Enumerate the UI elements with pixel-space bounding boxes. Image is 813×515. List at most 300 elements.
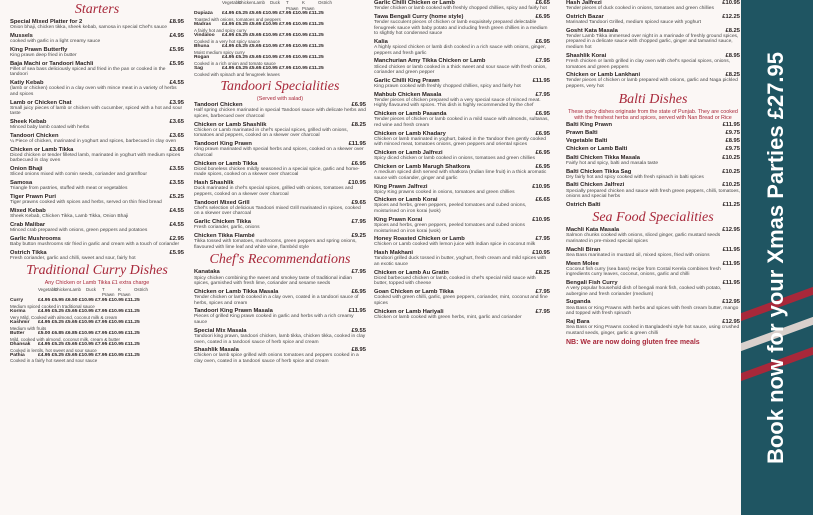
- item-name: King Prawn Jalfrezi: [374, 183, 428, 190]
- item-price: £10.95: [722, 0, 740, 6]
- item-description: (lamb or chicken) cooked in a clay oven with mince meat in a variety of herbs and spices: [10, 86, 177, 97]
- item-description: Tender pieces of chicken or lamb prepared with onions, garlic and Naga pickled peppers, very hot: [566, 78, 738, 89]
- column-header: Vegetable: [38, 286, 58, 292]
- item-price: £6.95: [535, 13, 550, 20]
- dish-description: Cooked in lentils, hot sweet and sour sauce: [10, 347, 97, 353]
- item-price: £3.55: [169, 180, 184, 187]
- menu-item: [566, 155, 740, 167]
- item-description: A very popular household dish of bengali monk fish, cooked with potato, aubergine and fresh coriander (medium): [566, 286, 722, 297]
- item-name: Hash Shashlik: [194, 180, 234, 187]
- item-description: Sea Bass marinated in mustard oil, mixed spices, fried with onions: [566, 252, 710, 258]
- item-description: Chicken or lamb spice grilled with onions tomatoes and peppers cooked in a clay oven, coated in a tandoori sauce of herb spice and cream: [194, 353, 359, 364]
- dish-name: Kashmir: [10, 320, 30, 325]
- item-price: £6.95: [351, 102, 366, 109]
- item-description: ¼ Piece of chicken, marinated in yoghurt and spices, barbecued in clay oven: [10, 139, 177, 144]
- gluten-free-note: NB: We are now doing gluten free meals: [566, 339, 700, 347]
- item-price: £6.65: [535, 197, 550, 204]
- item-description: Chicken or lamb cooked with green herbs, mint, garlic and coriander: [374, 314, 522, 320]
- dish-name: Curry: [10, 298, 24, 304]
- item-price: £3.65: [169, 119, 184, 126]
- item-name: Prawn Balti: [566, 129, 598, 136]
- dish-name: Vindaloo: [194, 33, 215, 39]
- menu-item: [566, 319, 740, 336]
- item-price: £8.25: [535, 269, 550, 276]
- item-price: £8.25: [725, 27, 740, 34]
- menu-item: [566, 261, 740, 278]
- item-description: Minced crab prepared with onions, green peppers and potatoes: [10, 227, 148, 233]
- item-description: Spicy chicken combining the sweet and smokey taste of traditional indian spices, garnished with fresh lime, coriander and sesame seeds: [194, 275, 352, 287]
- item-price: £11.95: [532, 77, 550, 84]
- item-description: Chicken or Lamb marinated in chef's special spices, grilled with onions, tomatoes and peppers, cooked on a skewer over charcoal: [194, 127, 348, 139]
- item-price: £9.75: [725, 129, 740, 136]
- dish-description: Moist medium spicy curry: [194, 49, 245, 55]
- column-2: [194, 0, 366, 515]
- item-price: £12.25: [722, 13, 740, 20]
- menu-item: [10, 119, 184, 131]
- dish-prices: £4.95 £5.25 £5.65 £10.95 £7.95 £10.95 £11.25: [38, 309, 140, 315]
- item-price: £10.25: [722, 168, 740, 175]
- dish-name: Rogan: [194, 55, 210, 61]
- item-description: Small juicy pieces of lamb or chicken with cucumber, spiced with a hot and sour taste: [10, 105, 183, 117]
- xmas-banner-text: Book now for your Xmas Parties £27.95: [763, 51, 788, 465]
- column-4: [566, 0, 740, 515]
- item-price: £7.95: [535, 308, 550, 315]
- dish-description: Toasted with onions, tomatoes and peppers: [194, 17, 281, 23]
- item-description: Sliced chicken or lamb cooked in a thick sweet and sour sauce with fresh onion, coriander and green pepper: [374, 64, 547, 76]
- item-description: Spicy diced chicken or lamb cooked in onions, tomatoes and green chillies: [374, 156, 535, 162]
- item-description: Spicy King prawns cooked in onions, tomatoes and green chillies: [374, 189, 515, 195]
- column-header: Duck: [270, 0, 281, 5]
- item-price: £6.65: [535, 0, 550, 6]
- menu-item: [566, 53, 740, 70]
- item-price: £3.95: [169, 99, 184, 106]
- dish-description: A fairly hot and spicy curry: [194, 28, 247, 34]
- item-description: Tender pieces of chicken or lamb cooked in a mild sauce with almonds, sultanas, red wine and fresh cream: [374, 117, 549, 128]
- dish-description: Cooked in a fairly hot sweet and sour sauce: [10, 358, 98, 364]
- menu-item: [10, 61, 184, 78]
- dish-description: Cooked in a very hot spicy sauce: [194, 38, 261, 44]
- menu-item: [566, 182, 740, 199]
- dish-description: Medium spiced cooked in traditional sauce: [10, 303, 95, 309]
- menu-item: [374, 78, 550, 90]
- menu-item: [566, 130, 740, 136]
- item-price: £9.55: [351, 327, 366, 334]
- menu-item: [10, 250, 184, 262]
- item-description: Triangle from pastries, stuffed with meat or vegetables: [10, 186, 128, 192]
- item-price: £10.95: [532, 250, 550, 257]
- traditional-table: [10, 287, 184, 364]
- item-price: £10.25: [722, 154, 740, 161]
- item-name: Suganda: [566, 299, 591, 306]
- dish-name: Bhuna: [194, 44, 210, 50]
- item-price: £8.95: [351, 347, 366, 354]
- item-description: Tender pieces of duck cooked in onions, tomatoes and green chillies: [566, 6, 714, 12]
- item-description: Diced boneless chicken mildly seasoned in a special spice, garlic and home-made spices, cooked on a skewer over charcoal: [194, 166, 360, 178]
- item-name: Goan Chicken or Lamb Tikka: [374, 289, 454, 296]
- menu-item: [194, 180, 366, 197]
- menu-item: [374, 309, 550, 321]
- item-name: Tandoori Chicken: [10, 132, 59, 139]
- menu-item: [194, 347, 366, 364]
- column-header: T Prawn: [286, 0, 299, 11]
- menu-item: [10, 180, 184, 192]
- item-description: Fairly hot and spicy, balti and masala taste: [566, 160, 659, 166]
- menu-item: [10, 33, 184, 45]
- dish-prices: £4.95 £5.25 £5.65 £10.95 £7.95 £10.95 £11.25: [222, 33, 324, 39]
- item-name: Chicken or Lamb Hariyali: [374, 308, 444, 315]
- column-header: Duck: [86, 286, 97, 292]
- item-name: Gosht Kata Masala: [566, 27, 618, 34]
- item-price: £4.55: [169, 80, 184, 87]
- column-header: K Prawn: [118, 286, 131, 298]
- item-price: £5.95: [169, 46, 184, 53]
- item-price: £3.65: [169, 146, 184, 153]
- tandoori-subtitle: (Served with salad): [256, 95, 304, 102]
- column-header: Ostrich: [134, 286, 148, 292]
- item-description: Dry fairly hot and spicy cooked with fresh spinach in balti spices: [566, 174, 704, 180]
- item-price: £2.95: [169, 235, 184, 242]
- item-name: Chicken or Lamb Tikka: [194, 160, 258, 167]
- menu-item: [374, 0, 550, 12]
- item-name: Tawa Bengali Curry (home style): [374, 13, 464, 20]
- item-price: £12.95: [722, 227, 740, 234]
- item-price: £11.25: [722, 201, 740, 208]
- item-name: Tandoori King Prawn: [194, 141, 252, 148]
- item-price: £7.95: [535, 289, 550, 296]
- item-price: £11.95: [348, 308, 366, 315]
- item-name: Tiger Prawn Puri: [10, 194, 56, 200]
- dish-description: Medium with fruits: [10, 325, 47, 331]
- item-description: Onion bhaji, chicken tikka, sheek kebab, samosa in special Chef's sauce: [10, 25, 167, 31]
- item-name: Meen Molee: [566, 260, 599, 267]
- item-price: £8.25: [725, 72, 740, 79]
- menu-item: [10, 147, 184, 164]
- menu-item: [194, 233, 366, 250]
- column-header: T Prawn: [102, 286, 115, 298]
- item-price: £3.65: [169, 132, 184, 139]
- item-name: Shashlik Korai: [566, 52, 607, 59]
- item-price: £6.95: [535, 150, 550, 157]
- item-name: Lamb or Chicken Chat: [10, 99, 72, 106]
- item-price: £10.95: [348, 180, 366, 187]
- item-description: Tikka tossed with tomatoes, mushrooms, green peppers and spring onions, flavoured with lime leaf and white wine, flambéd style: [194, 239, 357, 250]
- item-name: Chicken or Lamb Shashlik: [194, 121, 267, 128]
- menu-item: [374, 39, 550, 56]
- item-name: Onion Bhaji: [10, 166, 43, 173]
- item-description: Fillet of sea bass deliciously spiced and fried in the pan or cooked in the tandoori: [10, 66, 166, 78]
- traditional-subtitle: Any Chicken or Lamb Tikka £1 extra charge: [44, 280, 150, 287]
- item-price: £10.25: [722, 182, 740, 189]
- menu-item: [374, 250, 550, 267]
- menu-item: [374, 270, 550, 287]
- item-name: Chicken or Lamb Tikka Masala: [194, 288, 279, 295]
- menu-item: [566, 299, 740, 316]
- chefs-list: [194, 269, 366, 364]
- item-price: £11.95: [722, 246, 740, 253]
- item-description: Fresh coriander, garlic, onions: [194, 225, 260, 231]
- dish-prices: £4.95 £5.25 £5.65 £10.95 £7.95 £10.95 £11.25: [222, 44, 324, 50]
- item-name: Chicken or Lamb Lankhani: [566, 72, 641, 79]
- item-name: Ostrich Balti: [566, 201, 601, 208]
- table-header: [194, 0, 366, 11]
- item-description: King prawn cooked with freshly chopped chillies, spicy and fairly hot: [374, 83, 521, 89]
- column-header: Vegetable: [222, 0, 242, 5]
- item-name: Chicken or Lamb Au Gratin: [374, 269, 449, 276]
- item-name: Bengali Fish Curry: [566, 280, 618, 286]
- item-description: Chef's selection of delicious Tandoori mixed Grill marinated in spices, cooked on a skewer over charcoal: [194, 205, 361, 217]
- item-description: Cooked with green chilli, garlic, green peppers, coriander, mint, coconut and fine spices: [374, 295, 548, 306]
- menu-item: [10, 194, 184, 206]
- table-header: [10, 287, 184, 298]
- item-name: Tandoori Chicken: [194, 102, 243, 109]
- item-price: £6.95: [535, 164, 550, 171]
- traditional-heading: Traditional Curry Dishes: [26, 263, 168, 279]
- seafood-heading: Sea Food Specialities: [592, 210, 714, 226]
- item-price: £6.95: [351, 288, 366, 295]
- item-name: Special Mixed Platter for 2: [10, 19, 83, 25]
- item-name: Garlic Chicken Tikka: [194, 219, 251, 226]
- menu-item: [10, 236, 184, 248]
- item-name: Garlic Chilli King Prawn: [374, 77, 440, 84]
- item-description: Sea Bass or King Prawns with herbs and spices with fresh cream butter, mango and topped with fresh spinach: [566, 305, 739, 317]
- item-name: Shashlik Masala: [194, 347, 239, 354]
- item-price: £4.55: [169, 207, 184, 214]
- item-description: Sheek Kebab, Chicken Tikka, Lamb Tikka, Onion Bhaji: [10, 213, 129, 219]
- menu-item: [566, 72, 740, 89]
- dish-name: Korma: [10, 309, 26, 315]
- menu-item: [566, 138, 740, 144]
- item-description: Spices and herbs, green peppers, peeled tomatoes and cubed onions, moisturised on iron korai (wok): [374, 203, 527, 215]
- item-description: Tender Lamb Tikka immersed over night in a marinade of freshly ground spices, prepared in a delicate sauce with chopped garlic, ginger and tamarind sauce, medium hot: [566, 33, 739, 51]
- item-name: Machli Biran: [566, 246, 601, 253]
- item-description: Fresh chicken or lamb grilled in clay oven with chef's special spices, onions, tomatoes and green peppers: [566, 58, 731, 70]
- item-description: King prawn marinated with special herbs and spices, cooked on a skewer over charcoal: [194, 147, 364, 158]
- menu-item: [10, 47, 184, 59]
- menu-item: [10, 222, 184, 234]
- menu-item: [10, 208, 184, 220]
- column-3: [374, 0, 550, 515]
- house-list: [566, 0, 740, 90]
- dish-name: Madras: [194, 22, 212, 28]
- item-name: Manchurian Amy Tikka Chicken or Lamb: [374, 58, 486, 65]
- item-price: £6.95: [535, 38, 550, 45]
- item-price: £4.55: [169, 221, 184, 228]
- item-name: Hash Jalfrezi: [566, 0, 602, 6]
- item-name: Garlic Mushrooms: [10, 235, 61, 242]
- dish-description: Cooked in a rich onion and tomato sauce: [194, 60, 276, 66]
- menu-item: [566, 122, 740, 128]
- item-description: Coconut fish curry (sea bass) recipe from Costal Kerela combines fresh ingredients curry leaves, coconut, onions, garlic and chilli: [566, 266, 721, 278]
- menu-item: [374, 184, 550, 196]
- menu-item: [374, 131, 550, 148]
- item-price: £7.95: [535, 58, 550, 65]
- balti-subtitle: These spicy dishes originate from the state of Punjab. They are cooked with the freshest herbs and spices, served with Nan Bread or Rice: [568, 108, 738, 122]
- column-header: Lamb: [70, 286, 81, 292]
- item-name: Crab Malibar: [10, 221, 46, 228]
- item-price: £11.95: [722, 121, 740, 128]
- menu-item: [566, 280, 740, 297]
- item-price: £4.95: [169, 32, 184, 39]
- balti-heading: Balti Dishes: [618, 91, 688, 107]
- menu-item: [194, 102, 366, 119]
- item-description: A highly spiced chicken or lamb dish cooked in a rich sauce with onions, ginger, peppers and fresh garlic: [374, 45, 546, 56]
- tandoori-list: [194, 102, 366, 250]
- item-name: Hash Makhani: [374, 250, 413, 257]
- menu-item: [566, 247, 740, 259]
- item-name: Chicken or Lamb Tikka: [10, 146, 74, 153]
- menu-item: [10, 133, 184, 145]
- item-description: Pieces of grilled King prawn cooked in garlic and herbs with a rich creamy sauce: [194, 314, 354, 326]
- item-description: Baby button mushrooms stir fried in garlic and cream with a touch of coriander: [10, 241, 180, 247]
- item-description: Tiger prawns cooked with spices and herbs, served on thin fried bread: [10, 200, 162, 206]
- menu-item: [10, 166, 184, 178]
- item-price: £8.95: [169, 19, 184, 25]
- dish-description: Mild, cooked with almond, coconut milk, cream & butter: [10, 336, 121, 342]
- item-price: £6.95: [351, 160, 366, 167]
- item-price: £5.25: [169, 194, 184, 200]
- column-header: Chicken: [54, 286, 70, 292]
- item-description: King prawn deep fried in butter: [10, 52, 77, 58]
- column-header: K Prawn: [302, 0, 315, 11]
- item-description: Half spring chicken marinated in special Tandoori sauce with delicate herbs and spices, barbecued over charcoal: [194, 108, 366, 119]
- item-description: Tender chicken or lamb cooked with freshly chopped chillies, spicy and fairly hot: [374, 6, 547, 12]
- item-price: £9.65: [351, 199, 366, 206]
- item-name: Mixed Kebab: [10, 207, 46, 214]
- item-name: Katiy Kebab: [10, 80, 44, 87]
- item-price: £7.95: [535, 91, 550, 98]
- dish-prices: £4.95 £5.25 £5.65 £10.95 £7.95 £10.95 £11.25: [222, 22, 324, 28]
- starters-list: [10, 19, 184, 261]
- item-description: A medium spiced dish served with shatkora (Indian lime fruit) in a thick aromatic sauce with coriander, ginger and garlic: [374, 170, 547, 181]
- menu-item: [10, 19, 184, 31]
- dish-prices: £4.95 £5.25 £5.65 £10.95 £7.95 £10.95 £11.25: [222, 65, 324, 71]
- menu-item: [194, 161, 366, 178]
- dish-prices: £5.00 £6.85 £6.85 £10.95 £7.95 £10.95 £11.25: [38, 330, 140, 336]
- dish-prices: £4.95 £5.25 £5.65 £10.95 £7.95 £10.95 £11.25: [38, 341, 140, 347]
- item-description: Sea Bass or King Prawns cooked in Bangladeshi style hot sauce, using crushed mustard seeds, ginger, garlic & green chilli: [566, 325, 740, 336]
- item-price: £5.95: [169, 249, 184, 256]
- item-name: Machli Kata Masala: [566, 227, 620, 234]
- dish-description: Very Mild, Cooked with almond, coconut milk & cream: [10, 314, 118, 320]
- menu-item: [374, 217, 550, 234]
- dish-prices: £4.95 £5.25 £5.65 £10.95 £7.95 £10.95 £11.25: [38, 320, 140, 325]
- item-description: Tandoori grilled duck tossed in butter, yoghurt, fresh cream and mild spices with an exotic sauce: [374, 256, 547, 267]
- item-description: Tender pieces of chicken prepared with a very special sauce of minced meat. Highly flavoured with spices. This dish is highly recommended by the chef: [374, 97, 541, 109]
- menu-item: [374, 164, 550, 181]
- item-name: Tandoori Mixed Grill: [194, 199, 250, 206]
- item-name: Balti Chicken Tikka Sag: [566, 168, 632, 175]
- chefs-heading: Chef's Recommendations: [209, 252, 351, 268]
- menu-item: [194, 141, 366, 158]
- item-name: Vegetable Balti: [566, 138, 608, 145]
- item-name: Mahbub Chicken Masala: [374, 91, 442, 98]
- menu-item: [374, 236, 550, 248]
- item-price: £8.25: [351, 121, 366, 128]
- item-name: Chicken or Lamb Marugh Shatkora: [374, 164, 470, 171]
- item-price: £7.95: [351, 219, 366, 226]
- item-name: King Prawn Butterfly: [10, 46, 68, 53]
- item-description: Specially prepared chicken and sauce with fresh green peppers, chilli, tomatoes, onions and special herbs: [566, 188, 740, 200]
- column-header: Chicken: [238, 0, 254, 5]
- item-description: Sliced onions mixed with comin seeds, coriander and gramflour: [10, 172, 148, 178]
- dish-prices: £4.95 £5.95 £6.50 £10.95 £7.95 £10.95 £11.25: [38, 298, 140, 304]
- item-name: Garlic Chilli Chicken or Lamb: [374, 0, 455, 6]
- menu-item: [566, 169, 740, 181]
- item-price: £6.95: [535, 130, 550, 137]
- item-price: £12.95: [722, 299, 740, 306]
- item-name: Chicken or Lamb Khadary: [374, 130, 446, 137]
- item-name: Samosa: [10, 180, 33, 187]
- curry-table-continued: [194, 0, 366, 77]
- menu-item: [566, 202, 740, 208]
- item-name: Balti King Prawn: [566, 121, 613, 128]
- item-price: £11.95: [722, 260, 740, 267]
- dish-name: Dhansak: [10, 341, 31, 347]
- item-description: Chicken or Lamb cooked with lemon juice with indian spice in coconut milk: [374, 242, 536, 248]
- item-name: Raj Bara: [566, 318, 590, 325]
- menu-item: [566, 14, 740, 26]
- specials-list: [374, 0, 550, 320]
- item-price: £7.95: [351, 269, 366, 276]
- menu-item: [10, 80, 184, 97]
- item-description: Diced barbecued chicken or lamb, cooked in chef's special mild sauce with butter, topped with cheese: [374, 275, 536, 287]
- item-description: Tender succulent pieces of chicken or lamb exquisitely prepared delectable fenugreek sauce with baby potato and including fresh green chillies in a medium to slightly hot condensed sauce: [374, 19, 548, 37]
- menu-item: [566, 146, 740, 152]
- item-name: Tandoori King Prawn Masala: [194, 308, 273, 315]
- dish-prices: £4.95 £5.25 £5.65 £10.95 £7.95 £10.95 £11.25: [222, 11, 324, 17]
- menu-item: [374, 92, 550, 109]
- item-name: Baja Machi or Tandoori Machli: [10, 60, 94, 67]
- menu-item: [374, 289, 550, 306]
- item-price: £8.95: [725, 52, 740, 59]
- balti-list: [566, 122, 740, 208]
- dish-name: Sag: [194, 65, 203, 71]
- column-header: Ostrich: [318, 0, 332, 5]
- item-name: Special Mix Masala: [194, 327, 247, 334]
- item-price: £10.95: [532, 216, 550, 223]
- menu-item: [194, 308, 366, 325]
- dish-name: Butter: [10, 330, 25, 336]
- item-name: Ostrich Tikka: [10, 249, 47, 256]
- item-price: £5.95: [169, 60, 184, 67]
- column-1: [10, 0, 184, 515]
- item-price: £3.55: [169, 166, 184, 173]
- menu-item: [566, 0, 740, 12]
- item-name: Balti Chicken Jalfrezi: [566, 182, 625, 189]
- item-name: Chicken or Lamb Pasanda: [374, 111, 447, 118]
- menu-item: [194, 122, 366, 139]
- menu-item: [194, 328, 366, 345]
- menu-item: [194, 269, 366, 286]
- menu-item: [194, 219, 366, 231]
- item-name: Mussels: [10, 32, 33, 39]
- menu-item: [566, 28, 740, 51]
- item-description: Marinated Tandoori Grilled, medium spiced sauce with yoghurt: [566, 19, 702, 25]
- item-name: Kanataka: [194, 269, 220, 276]
- item-description: Diced chicken or tender filleted lamb, marinated in yoghurt with medium spices barbecued in clay oven: [10, 152, 181, 164]
- menu-item: [566, 227, 740, 244]
- menu-item: [374, 150, 550, 162]
- menu-item: [374, 58, 550, 75]
- item-name: Kalia: [374, 38, 388, 45]
- item-description: Fresh coriander, garlic and chilli, sweet and sour, fairly hot: [10, 255, 136, 261]
- item-description: Minced baby lamb coated with herbs: [10, 125, 90, 131]
- dish-prices: £4.95 £5.25 £5.65 £10.95 £7.95 £10.95 £11.25: [38, 352, 140, 358]
- starters-heading: Starters: [74, 2, 120, 17]
- item-name: Chicken or Lamb Jalfrezi: [374, 150, 443, 157]
- tandoori-heading: Tandoori Specialities: [220, 78, 340, 94]
- menu-item: [194, 200, 366, 217]
